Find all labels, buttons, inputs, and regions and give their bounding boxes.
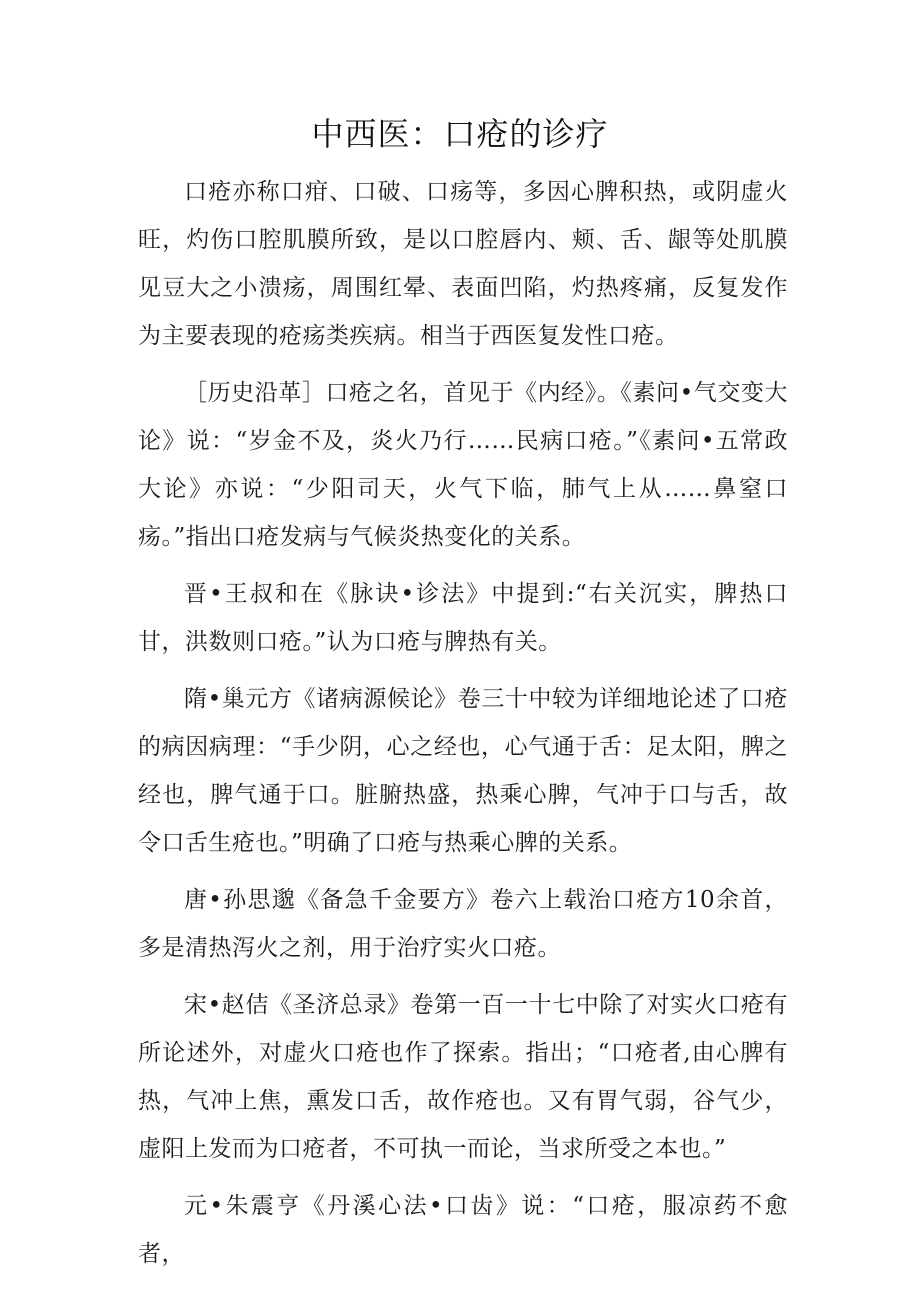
paragraph-song-dynasty: 宋•赵佶《圣济总录》卷第一百一十七中除了对实火口疮有所论述外，对虚火口疮也作了探索。指出；“口疮者,由心脾有热，气冲上焦，熏发口舌，故作疮也。又有胃气弱，谷气少，虚阳上发而为口疮者，不可执一而论，当求所受之本也。” bbox=[138, 992, 788, 1162]
paragraph-sui-dynasty: 隋•巢元方《诸病源候论》卷三十中较为详细地论述了口疮的病因病理：“手少阴，心之经也，心气通于舌：足太阳，脾之经也，脾气通于口。脏腑热盛，热乘心脾，气冲于口与舌，故令口舌生疮也。”明确了口疮与热乘心脾的关系。 bbox=[138, 686, 788, 856]
paragraph-definition: 口疮亦称口疳、口破、口疡等，多因心脾积热，或阴虚火旺，灼伤口腔肌膜所致，是以口腔唇内、颊、舌、龈等处肌膜见豆大之小溃疡，周围红晕、表面凹陷，灼热疼痛，反复发作为主要表现的疮疡类疾病。相当于西医复发性口疮。 bbox=[138, 179, 788, 349]
paragraph-history: ［历史沿革］口疮之名，首见于《内经》。《素问•气交变大论》说：“岁金不及，炎火乃行……民病口疮。”《素问•五常政大论》亦说：“少阳司天，火气下临，肺气上从……鼻窒口疡。”指出口疮发病与气候炎热变化的关系。 bbox=[138, 380, 788, 550]
paragraph-yuan-dynasty: 元•朱震亨《丹溪心法•口齿》说：“口疮，服凉药不愈者， bbox=[138, 1193, 788, 1267]
document-body bbox=[138, 168, 788, 1287]
document-title: 中西医：口疮的诊疗 bbox=[311, 115, 609, 153]
paragraph-jin-dynasty: 晋•王叔和在《脉诀•诊法》中提到:“右关沉实，脾热口甘，洪数则口疮。”认为口疮与脾热有关。 bbox=[138, 581, 788, 655]
paragraph-tang-dynasty: 唐•孙思邈《备急千金要方》卷六上载治口疮方10余首，多是清热泻火之剂，用于治疗实火口疮。 bbox=[138, 887, 788, 961]
